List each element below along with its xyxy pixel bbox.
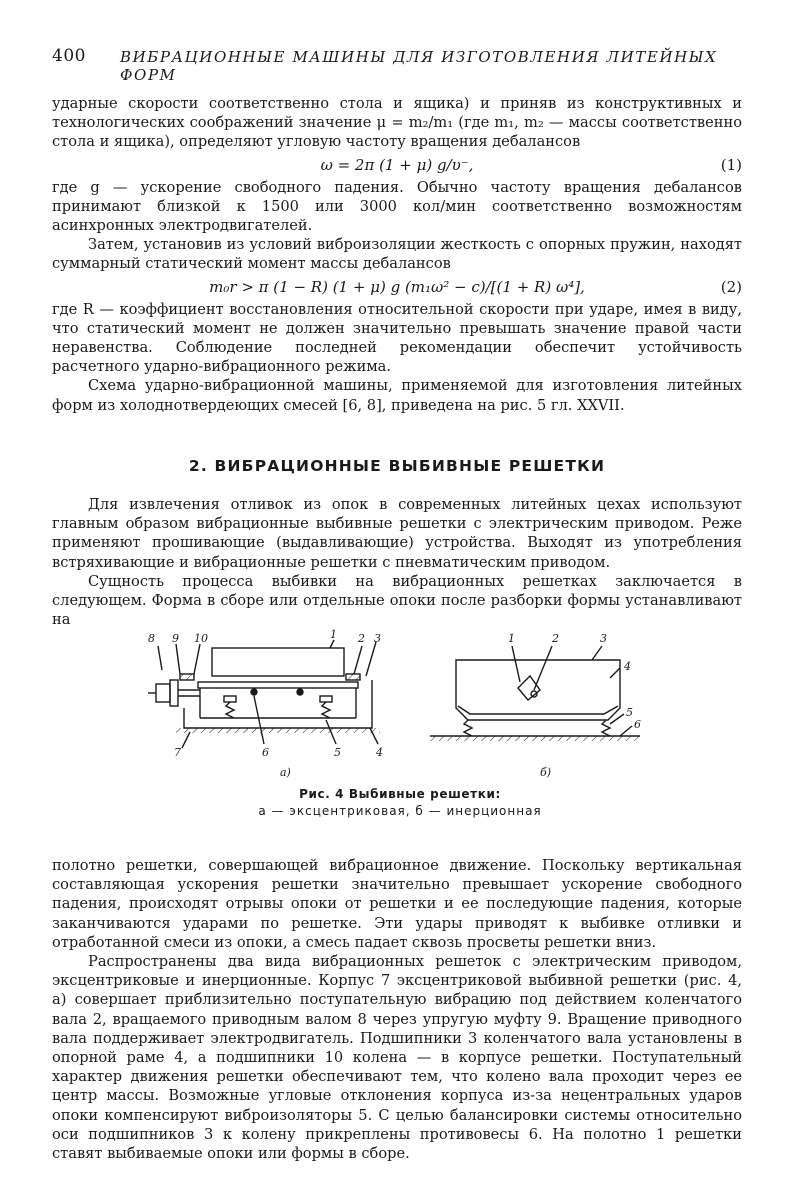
- page-number: 400: [52, 46, 86, 66]
- paragraph: Распространены два вида вибрационных решеток с электрическим приводом, эксцентриковые и инерционные. Корпус 7 эксцентриковой выбивной решетки (рис. 4, а) совершает приблизительно поступательную вибрацию под действием коленчатого вала 2, вращаемого приводным валом 8 через упругую муфту 9. Вращение приводного вала поддерживает электродвигатель. Подшипники 3 коленчатого вала установлены в опорной раме 4, а подшипники 10 колена — в корпусе решетки. Поступательный характер движения решетки обеспечивают тем, что колено вала проходит через ее центр массы. Возможные угловые отклонения корпуса из-за нецентральных ударов опоки компенсируют виброизоляторы 5. С целью балансировки системы относительно оси подшипников 3 к колену прикреплены противовесы 6. На полотно 1 решетки ставят выбиваемые опоки или формы в сборе.: [52, 953, 742, 1163]
- label-b-4: 4: [624, 660, 631, 673]
- label-b-6: 6: [634, 718, 641, 731]
- formula-1: [52, 152, 742, 178]
- label-9: 9: [172, 632, 179, 645]
- formula-expression: m₀r > π (1 − R) (1 + μ) g (m₁ω² − c)/[(1 + R) ω⁴],: [209, 277, 585, 296]
- counterweight: [224, 696, 236, 702]
- page-header: [52, 46, 742, 84]
- label-8: 8: [148, 632, 155, 645]
- flask-on-grid: [212, 648, 344, 676]
- bearing-right: [346, 674, 360, 680]
- spring-right: [322, 702, 330, 718]
- spring-b-right: [602, 720, 610, 736]
- formula-expression: ω = 2π (1 + μ) g/υ⁻,: [320, 155, 474, 174]
- grid-deck: [198, 682, 358, 688]
- label-b-2: 2: [552, 632, 559, 645]
- label-7: 7: [174, 746, 181, 759]
- section-title: 2. ВИБРАЦИОННЫЕ ВЫБИВНЫЕ РЕШЕТКИ: [188, 457, 606, 475]
- figure-caption: [200, 786, 600, 820]
- label-4: 4: [376, 746, 383, 759]
- label-10: 10: [194, 632, 208, 645]
- paragraph: ударные скорости соответственно стола и ящика) и приняв из конструктивных и технологических соображений значение μ = m₂/m₁ (где m₁, m₂ — массы соответственно стола и ящика), определяют угловую частоту вращения дебалансов: [52, 95, 742, 151]
- bearing-left: [180, 674, 194, 680]
- paragraph: где R — коэффициент восстановления относительной скорости при ударе, имея в виду, что статический момент не должен значительно превышать значение правой части неравенства. Соблюдение последней рекомендации обеспечит устойчивость расчетного ударно-вибрационного режима.: [52, 300, 742, 376]
- label-6: 6: [262, 746, 269, 759]
- text-block-top: [52, 94, 742, 415]
- paragraph: Сущность процесса выбивки на вибрационных решетках заключается в следующем. Форма в сборе или отдельные опоки после разборки формы устанавливают на: [52, 572, 742, 629]
- text-block-bottom: [52, 856, 742, 1163]
- paragraph: Схема ударно-вибрационной машины, применяемой для изготовления литейных форм из холоднотвердеющих смесей [6, 8], приведена на рис. 5 гл. XXVII.: [52, 377, 742, 414]
- counterweight-right: [320, 696, 332, 702]
- sub-label-a: а): [280, 766, 291, 779]
- formula-number: (2): [720, 277, 742, 296]
- label-5: 5: [334, 746, 341, 759]
- text-block-middle: [52, 495, 742, 629]
- spring-left: [226, 702, 234, 718]
- paragraph: полотно решетки, совершающей вибрационное движение. Поскольку вертикальная составляющая ускорения решетки значительно превышает ускорение свободного падения, происходят отрывы опоки от решетки и ее последующие падения, которые заканчиваются ударами по решетке. Эти удары приводят к выбивке отливки и отработанной смеси из опоки, а смесь падает сквозь просветы решетки вниз.: [52, 857, 742, 951]
- formula-2: [52, 274, 742, 300]
- label-2: 2: [358, 632, 365, 645]
- elastic-coupling: [170, 680, 178, 706]
- motor-shaft-block: [156, 684, 170, 702]
- label-1: 1: [330, 628, 337, 641]
- spring-b-left: [464, 720, 472, 736]
- figure-4-diagram: [140, 624, 660, 784]
- inertial-grid-body: [456, 660, 620, 720]
- sub-label-b: б): [540, 766, 552, 779]
- running-title: ВИБРАЦИОННЫЕ МАШИНЫ ДЛЯ ИЗГОТОВЛЕНИЯ ЛИТЕЙНЫХ ФОРМ: [120, 48, 718, 84]
- diagram-b-inertial: [430, 632, 641, 779]
- caption-text: а — эксцентриковая, б — инерционная: [258, 804, 542, 818]
- caption-title: Рис. 4 Выбивные решетки:: [299, 787, 501, 801]
- label-b-1: 1: [508, 632, 515, 645]
- paragraph: Затем, установив из условий виброизоляции жесткость c опорных пружин, находят суммарный статический момент массы дебалансов: [52, 236, 742, 273]
- paragraph: где g — ускорение свободного падения. Обычно частоту вращения дебалансов принимают близкой к 1500 или 3000 кол/мин соответственно возможностям асинхронных электродвигателей.: [52, 178, 742, 235]
- diagram-a-eccentric: [148, 628, 383, 779]
- paragraph: Для извлечения отливок из опок в современных литейных цехах используют главным образом вибрационные выбивные решетки с электрическим приводом. Реже применяют прошивающие (выдавливающие) устройства. Выходят из употребления встряхивающие и вибрационные решетки с пневматическим приводом.: [52, 496, 742, 571]
- label-b-3: 3: [600, 632, 607, 645]
- support-frame: [184, 680, 372, 728]
- formula-number: (1): [720, 155, 742, 174]
- label-b-5: 5: [626, 706, 633, 719]
- label-3: 3: [374, 632, 381, 645]
